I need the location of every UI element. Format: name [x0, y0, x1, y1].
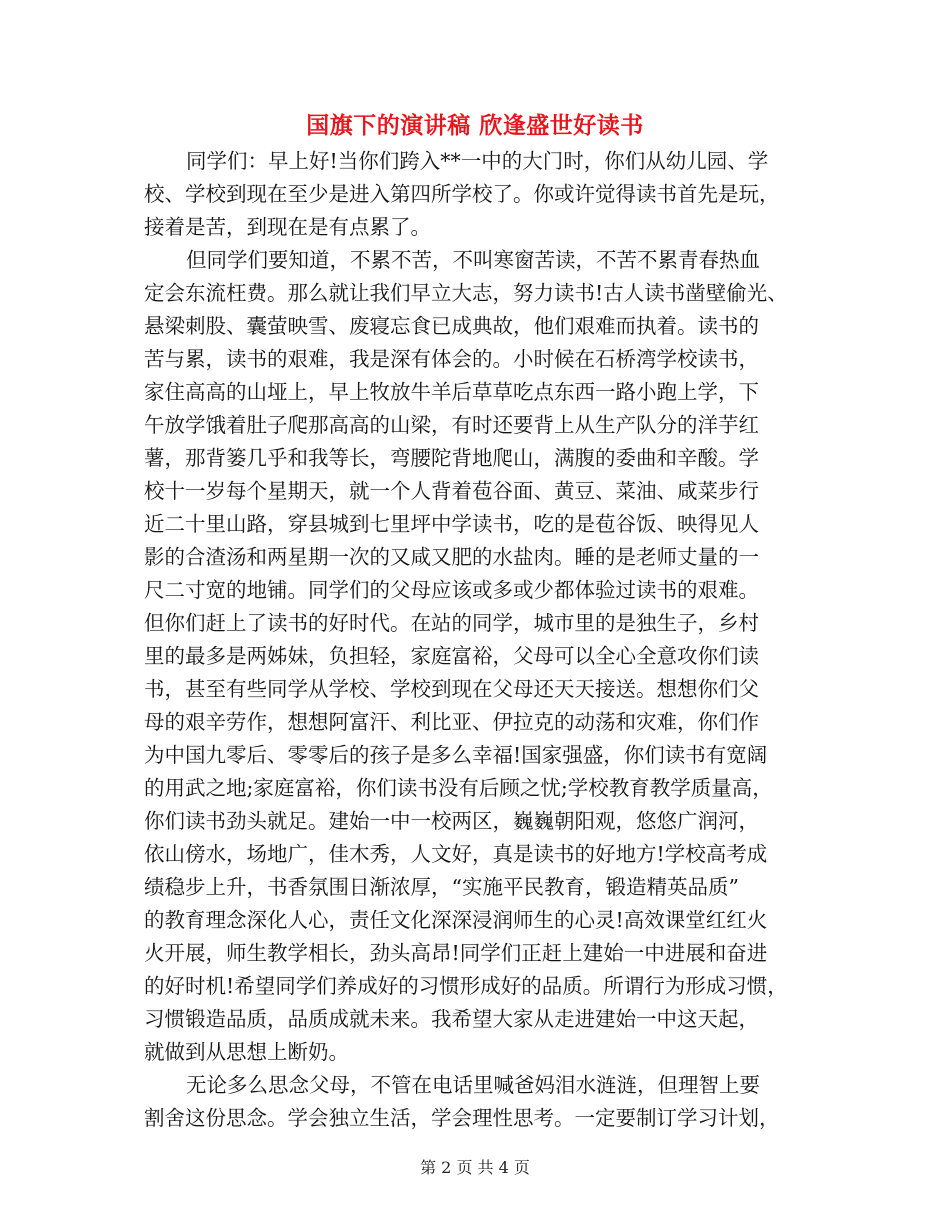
- body-line: 就做到从思想上断奶。: [144, 1040, 349, 1064]
- body-line: 习惯锻造品质，品质成就未来。我希望大家从走进建始一中这天起，: [144, 1007, 759, 1031]
- body-line: 为中国九零后、零零后的孩子是多么幸福!国家强盛，你们读书有宽阔: [144, 743, 768, 767]
- body-line: 绩稳步上升，书香氛围日渐浓厚，“实施平民教育，锻造精英品质”: [144, 875, 739, 899]
- body-line: 无论多么思念父母，不管在电话里喊爸妈泪水涟涟，但理智上要: [186, 1073, 760, 1097]
- body-line: 校十一岁每个星期天，就一个人背着苞谷面、黄豆、菜油、咸菜步行: [144, 479, 759, 503]
- body-line: 割舍这份思念。学会独立生活，学会理性思考。一定要制订学习计划，: [144, 1106, 780, 1130]
- body-line: 尺二寸宽的地铺。同学们的父母应该或多或少都体验过读书的艰难。: [144, 578, 759, 602]
- body-line: 里的最多是两姊妹，负担轻，家庭富裕，父母可以全心全意攻你们读: [144, 644, 759, 668]
- body-line: 依山傍水，场地广，佳木秀，人文好，真是读书的好地方!学校高考成: [144, 842, 768, 866]
- page-number-footer: 第 2 页 共 4 页: [420, 1158, 530, 1177]
- body-line: 书，甚至有些同学从学校、学校到现在父母还天天接送。想想你们父: [144, 677, 759, 701]
- document-title: 国旗下的演讲稿 欣逢盛世好读书: [306, 112, 644, 139]
- body-line: 但同学们要知道，不累不苦，不叫寒窗苦读，不苦不累青春热血: [186, 248, 760, 272]
- body-line: 校、学校到现在至少是进入第四所学校了。你或许觉得读书首先是玩，: [144, 182, 780, 206]
- body-line: 薯，那背篓几乎和我等长，弯腰陀背地爬山，满腹的委曲和辛酸。学: [144, 446, 759, 470]
- body-line: 午放学饿着肚子爬那高高的山梁，有时还要背上从生产队分的洋芋红: [144, 413, 759, 437]
- body-line: 你们读书劲头就足。建始一中一校两区，巍巍朝阳观，悠悠广润河，: [144, 809, 759, 833]
- body-line: 家住高高的山垭上，早上牧放牛羊后草草吃点东西一路小跑上学，下: [144, 380, 759, 404]
- body-line: 苦与累，读书的艰难，我是深有体会的。小时候在石桥湾学校读书，: [144, 347, 759, 371]
- body-line: 近二十里山路，穿县城到七里坪中学读书，吃的是苞谷饭、映得见人: [144, 512, 759, 536]
- body-line: 但你们赶上了读书的好时代。在站的同学，城市里的是独生子，乡村: [144, 611, 759, 635]
- body-line: 的好时机!希望同学们养成好的习惯形成好的品质。所谓行为形成习惯，: [144, 974, 788, 998]
- body-line: 同学们：早上好!当你们跨入**一中的大门时，你们从幼儿园、学: [186, 149, 769, 173]
- body-line: 悬梁刺股、囊萤映雪、废寝忘食已成典故，他们艰难而执着。读书的: [144, 314, 759, 338]
- body-line: 母的艰辛劳作，想想阿富汗、利比亚、伊拉克的动荡和灾难，你们作: [144, 710, 759, 734]
- body-line: 影的合渣汤和两星期一次的又咸又肥的水盐肉。睡的是老师丈量的一: [144, 545, 759, 569]
- body-line: 的教育理念深化人心，责任文化深深浸润师生的心灵!高效课堂红红火: [144, 908, 768, 932]
- body-line: 的用武之地;家庭富裕，你们读书没有后顾之忧;学校教育教学质量高，: [144, 776, 773, 800]
- body-line: 火开展，师生教学相长，劲头高昂!同学们正赶上建始一中进展和奋进: [144, 941, 768, 965]
- body-line: 定会东流枉费。那么就让我们早立大志，努力读书!古人读书凿壁偷光、: [144, 281, 788, 305]
- body-line: 接着是苦，到现在是有点累了。: [144, 215, 431, 239]
